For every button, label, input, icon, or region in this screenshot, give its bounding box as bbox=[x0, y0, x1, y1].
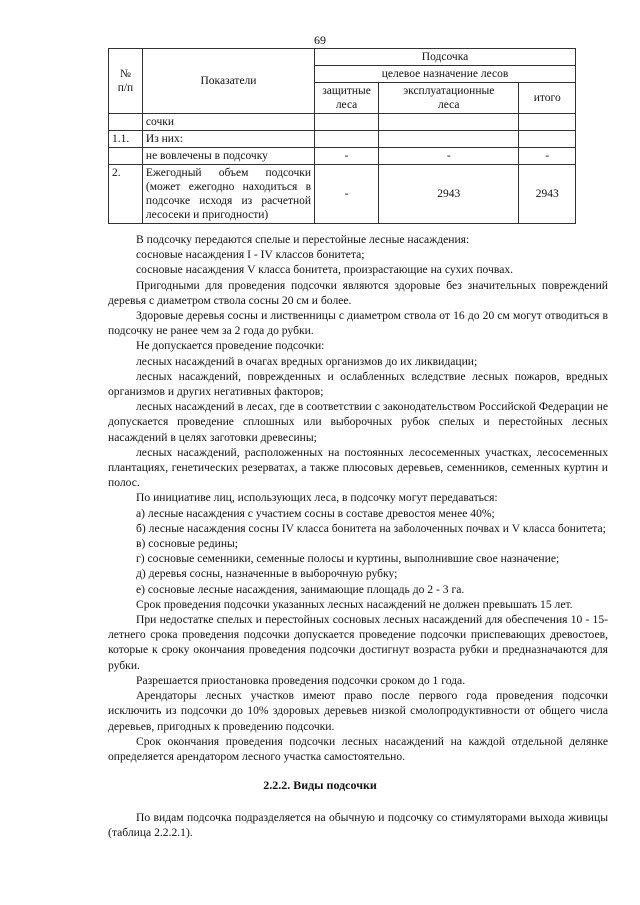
page-number: 69 bbox=[314, 33, 326, 47]
paragraph: лесных насаждений, расположенных на постоянных лесосеменных участках, лесосеменных плантациях, генетических резерватах, а также плюсовых деревьев, семенников, семенных куртин и полос. bbox=[108, 445, 608, 490]
paragraph: В подсочку передаются спелые и перестойные лесные насаждения: bbox=[136, 233, 470, 246]
paragraph: Срок окончания проведения подсочки лесных насаждений на каждой отдельной делянке определяется арендатором лесного участка самостоятельно. bbox=[108, 734, 608, 763]
header-tapping: Подсочка bbox=[315, 49, 576, 66]
cell-num bbox=[109, 114, 143, 131]
paragraph: Разрешается приостановка проведения подсочки сроком до 1 года. bbox=[136, 673, 466, 687]
section-heading: 2.2.2. Виды подсочки bbox=[263, 778, 377, 792]
cell-protective bbox=[315, 131, 379, 148]
cell-indicator: Из них: bbox=[142, 131, 314, 148]
cell-exploitation bbox=[379, 131, 519, 148]
paragraph: лесных насаждений, поврежденных и ослабленных вследствие лесных пожаров, вредных организмов и других негативных факторов; bbox=[108, 369, 608, 399]
paragraph: По инициативе лиц, использующих леса, в подсочку могут передаваться: bbox=[136, 491, 498, 505]
cell-total: 2943 bbox=[519, 165, 576, 224]
header-total: итого bbox=[519, 83, 576, 114]
cell-num bbox=[109, 148, 143, 165]
paragraph: сосновые насаждения I - IV классов бонитета; bbox=[136, 248, 365, 262]
cell-total bbox=[519, 131, 576, 148]
paragraph: е) сосновые лесные насаждения, занимающие площадь до 2 - 3 га. bbox=[136, 582, 465, 596]
paragraph: Пригодными для проведения подсочки являются здоровые без значительных повреждений деревья с диаметром ствола сосны 20 см и более. bbox=[108, 278, 608, 307]
paragraph: лесных насаждений в лесах, где в соответствии с законодательством Российской Федерации не допускается проведение сплошных или выборочных рубок спелых и перестойных лесных насаждений в целях заготовки древесины; bbox=[108, 400, 608, 444]
cell-protective: - bbox=[315, 165, 379, 224]
paragraph: Не допускается проведение подсочки: bbox=[136, 339, 325, 353]
paragraph: Арендаторы лесных участков имеют право после первого года проведения подсочки исключить из подсочки до 10% здоровых деревьев низкой смолопродуктивности от общего числа деревьев, пригодных к проведению подсочки. bbox=[108, 689, 608, 733]
cell-total bbox=[519, 114, 576, 131]
header-indicators: Показатели bbox=[142, 49, 314, 114]
paragraph: г) сосновые семенники, семенные полосы и куртины, выполнившие свое назначение; bbox=[136, 552, 560, 566]
paragraph: в) сосновые редины; bbox=[136, 537, 239, 551]
cell-exploitation: 2943 bbox=[379, 165, 519, 224]
paragraph: лесных насаждений в очагах вредных организмов до их ликвидации; bbox=[136, 354, 478, 368]
table-row bbox=[109, 114, 576, 131]
paragraph: Здоровые деревья сосны и лиственницы с диаметром ствола от 16 до 20 см могут отводиться в подсочку не ранее чем за 2 года до рубки. bbox=[108, 309, 608, 338]
final-paragraph: По видам подсочка подразделяется на обычную и подсочку со стимуляторами выхода живицы (таблица 2.2.2.1). bbox=[108, 811, 608, 840]
cell-exploitation bbox=[379, 114, 519, 131]
table-row bbox=[109, 165, 576, 224]
header-purpose: целевое назначение лесов bbox=[315, 66, 576, 83]
table-row bbox=[109, 131, 576, 148]
header-num: № п/п bbox=[109, 49, 143, 114]
table-header-row bbox=[109, 49, 576, 66]
paragraph: б) лесные насаждения сосны IV класса бонитета на заболоченных почвах и V класса бонитета; bbox=[136, 521, 606, 535]
paragraph: д) деревья сосны, назначенные в выборочную рубку; bbox=[136, 567, 398, 581]
table-row bbox=[109, 148, 576, 165]
cell-indicator: не вовлечены в подсочку bbox=[142, 148, 314, 165]
paragraph: а) лесные насаждения с участием сосны в составе древостоя менее 40%; bbox=[136, 506, 495, 520]
cell-indicator: сочки bbox=[142, 114, 314, 131]
cell-num: 2. bbox=[109, 165, 143, 224]
cell-num: 1.1. bbox=[109, 131, 143, 148]
header-exploitation: эксплуатационные леса bbox=[379, 83, 519, 114]
cell-protective bbox=[315, 114, 379, 131]
paragraph: Срок проведения подсочки указанных лесных насаждений не должен превышать 15 лет. bbox=[136, 597, 573, 611]
paragraph: сосновые насаждения V класса бонитета, произрастающие на сухих почвах. bbox=[136, 263, 514, 277]
body-text bbox=[108, 232, 608, 764]
cell-indicator: Ежегодный объем подсочки (может ежегодно находиться в подсочке исходя из расчетной лесосеки и пригодности) bbox=[142, 165, 314, 224]
header-protective: защитные леса bbox=[315, 83, 379, 114]
cell-protective: - bbox=[315, 148, 379, 165]
tapping-table bbox=[108, 48, 576, 224]
cell-total: - bbox=[519, 148, 576, 165]
paragraph: При недостатке спелых и перестойных сосновых лесных насаждений для обеспечения 10 - 15-летнего срока проведения подсочки допускается проведение подсочки приспевающих древостоев, которые к сроку окончания проведения подсочки достигнут возраста рубки и предназначаются для рубки. bbox=[108, 613, 608, 672]
cell-exploitation: - bbox=[379, 148, 519, 165]
